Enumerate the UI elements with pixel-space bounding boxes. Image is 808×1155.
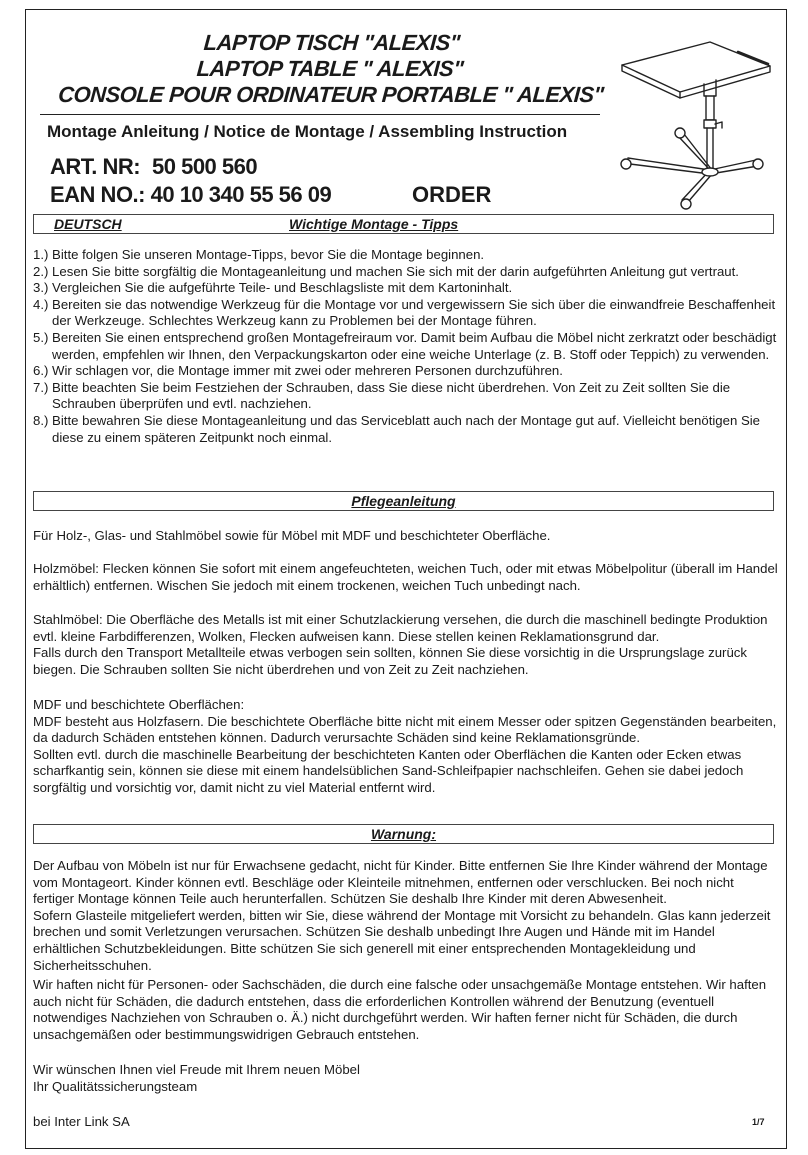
paragraph: Stahlmöbel: Die Oberfläche des Metalls ist mit einer Schutzlackierung versehen, die durch die maschinell bedingte Produktion evtl. kleine Farbdifferenzen, Wolken, Flecken aufweisen kann. Diese stellen keinen Reklamationsgrund dar. (33, 612, 768, 644)
list-item: 2.) Lesen Sie bitte sorgfältig die Montageanleitung und machen Sie sich mit der darin aufgeführten Anleitung gut vertraut. (33, 263, 739, 279)
title-underline (40, 114, 600, 115)
paragraph: Ihr Qualitätssicherungsteam (33, 1078, 198, 1094)
list-item: 1.) Bitte folgen Sie unseren Montage-Tipps, bevor Sie die Montage beginnen. (33, 247, 485, 262)
list-item: 3.) Vergleichen Sie die aufgeführte Teile- und Beschlagsliste mit dem Kartoninhalt. (33, 280, 513, 296)
document-title (57, 30, 605, 108)
pflege-intro: Für Holz-, Glas- und Stahlmöbel sowie für Möbel mit MDF und beschichteter Oberfläche. (33, 528, 551, 543)
article-number (50, 154, 258, 180)
pflege-stahl (33, 612, 778, 678)
article-number-label: ART. NR: (50, 154, 141, 179)
footer-company: bei Inter Link SA (33, 1114, 130, 1129)
paragraph: Sollten evtl. durch die maschinelle Bearbeitung der beschichteten Kanten oder Oberflächen die Kanten oder Ecken etwas scharfkantig sein, können sie diese mit einem handelsüblichen Sand-Schleifpapier nachschleifen. Gehen sie dabei jedoch sorgfältig und vorsichtig vor, damit nicht zu viel Material entfernt wird. (33, 746, 744, 795)
montage-tips-list (33, 247, 778, 446)
list-item: 8.) Bitte bewahren Sie diese Montageanleitung und das Serviceblatt auch nach der Montage gut auf. Vielleicht benötigen Sie diese zu einem späteren Zeitpunkt noch einmal. (33, 412, 761, 445)
list-item: 6.) Wir schlagen vor, die Montage immer mit zwei oder mehreren Personen durchzuführen. (33, 363, 563, 379)
title-line-fr: CONSOLE POUR ORDINATEUR PORTABLE " ALEXIS" (57, 82, 605, 107)
warnung-text (33, 858, 778, 974)
paragraph: Sofern Glasteile mitgeliefert werden, bitten wir Sie, diese während der Montage mit Vorsicht zu behandeln. Glas kann jederzeit brechen und somit Verletzungen verursachen. Schützen Sie deshalb unbedingt Ihre Augen und Hände mit im Handel erhältlichen Schutzbekleidungen. Bitte schützen Sie sich generell mit einer entsprechenden Montagekleidung und Sicherheitsschuhen. (33, 907, 771, 973)
list-item: 7.) Bitte beachten Sie beim Festziehen der Schrauben, dass Sie diese nicht überdrehen. Von Zeit zu Zeit sollten Sie die Schrauben überprüfen und evtl. nachziehen. (33, 379, 731, 412)
section-header-warnung (33, 824, 774, 844)
title-line-en: LAPTOP TABLE " ALEXIS" (195, 56, 465, 81)
paragraph: Falls durch den Transport Metallteile etwas verbogen sein sollten, können Sie diese vorsichtig in die Ursprungslage zurück biegen. Die Schrauben sollten Sie nicht überdrehen und von Zeit zu Zeit nachziehen. (33, 645, 747, 677)
section-title-pflege: Pflegeanleitung (351, 493, 456, 509)
subtitle: Montage Anleitung / Notice de Montage / Assembling Instruction (47, 122, 568, 141)
section-title-tipps: Wichtige Montage - Tipps (289, 216, 459, 232)
paragraph: MDF besteht aus Holzfasern. Die beschichtete Oberfläche bitte nicht mit einem Messer oder spitzen Gegenständen bearbeiten, da dadurch Schäden entstehen können. Dadurch verursachte Schäden sind keine Reklamationsgründe. (33, 713, 777, 746)
paragraph: MDF und beschichtete Oberflächen: (33, 697, 245, 712)
article-number-value: 50 500 560 (152, 154, 258, 179)
list-item: 4.) Bereiten sie das notwendige Werkzeug für die Montage vor und vergewissern Sie sich über die einwandfreie Beschaffenheit der Werkzeuge. Schlechtes Werkzeug kann zu Problemen bei der Montage führen. (33, 296, 776, 329)
paragraph: Wir wünschen Ihnen viel Freude mit Ihrem neuen Möbel (33, 1062, 360, 1077)
order-label: ORDER (412, 182, 492, 207)
section-header-tipps (33, 214, 774, 234)
pflege-mdf (33, 697, 778, 797)
liability-text: Wir haften nicht für Personen- oder Sachschäden, die durch eine falsche oder unsachgemäße Montage entstehen. Wir haften auch nicht für Schäden, die dadurch entstehen, dass die erforderlichen Kontrollen während der Benutzung (eventuell notwendiges Nachziehen von Schrauben o. Ä.) nicht durchgeführt werden. Wir haften ferner nicht für Schäden, die durch unsachgemäßen oder bestimmungswidrigen Gebrauch entstehen. (33, 977, 767, 1042)
closing-text (33, 1062, 778, 1095)
list-item: 5.) Bereiten Sie einen entsprechend großen Montagefreiraum vor. Damit beim Aufbau die Möbel nicht zerkratzt oder beschädigt werden, empfehlen wir Ihnen, den Verpackungskarton oder eine weiche Unterlage (z. B. Stoff oder Teppich) zu verwenden. (33, 329, 777, 362)
language-label: DEUTSCH (54, 216, 122, 232)
title-line-de: LAPTOP TISCH "ALEXIS" (202, 30, 461, 55)
paragraph: Der Aufbau von Möbeln ist nur für Erwachsene gedacht, nicht für Kinder. Bitte entfernen Sie Ihre Kinder während der Montage vom Montageort. Kinder können evtl. Beschläge oder Kleinteile mitnehmen, entfernen oder verschlucken. Bei noch nicht fertiger Montage können Teile auch herunterfallen. Schützen Sie deshalb Ihre Kinder mit deren Abwesenheit. (33, 858, 768, 907)
pflege-holz: Holzmöbel: Flecken können Sie sofort mit einem angefeuchteten, weichen Tuch, oder mit etwas Möbelpolitur (überall im Handel erhältlich) entfernen. Wischen Sie jedoch mit einem trockenen, weichen Tuch unbedingt nach. (33, 561, 778, 593)
section-title-warnung: Warnung: (370, 826, 437, 842)
ean-number: EAN NO.: 40 10 340 55 56 09 (50, 182, 332, 207)
laptop-table-illustration (608, 40, 778, 215)
page-number: 1/7 (752, 1117, 765, 1127)
section-header-pflege (33, 491, 774, 511)
